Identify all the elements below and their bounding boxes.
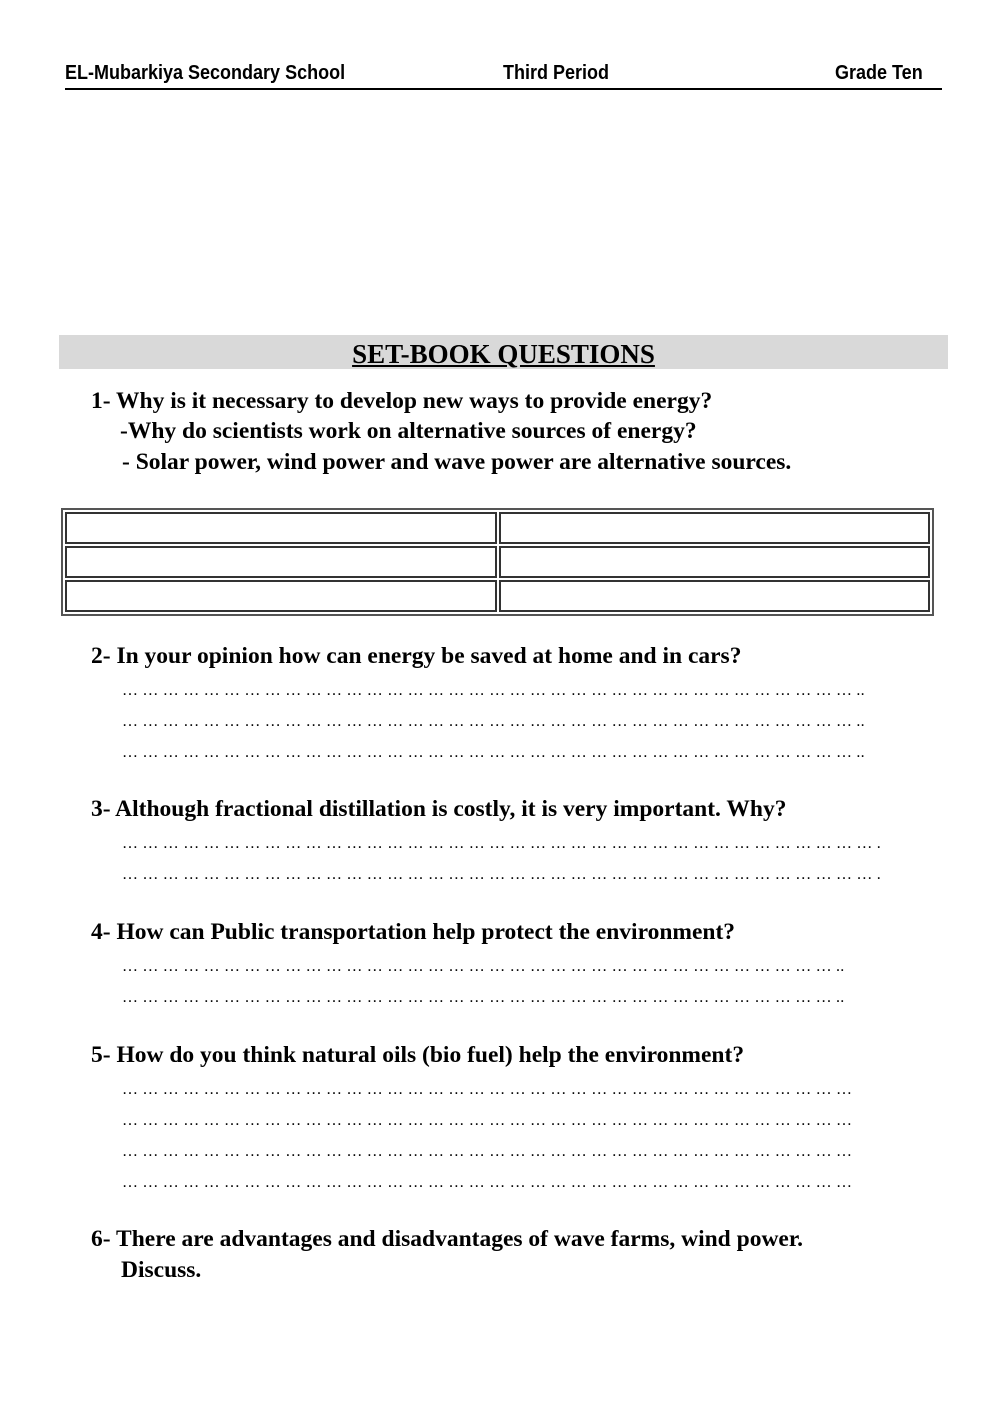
- answer-line[interactable]: … … … … … … … … … … … … … … … … … … … … … … … … … … … … … … … … … … … …: [122, 1143, 853, 1160]
- table-cell[interactable]: [65, 580, 497, 612]
- question-6: 6- There are advantages and disadvantages of wave farms, wind power.: [91, 1226, 803, 1252]
- question-1-sub-1: -Why do scientists work on alternative sources of energy?: [120, 418, 697, 444]
- table-cell[interactable]: [65, 546, 497, 578]
- question-5: 5- How do you think natural oils (bio fuel) help the environment?: [91, 1042, 745, 1068]
- school-name: EL-Mubarkiya Secondary School: [65, 62, 346, 84]
- table-cell[interactable]: [499, 546, 931, 578]
- page-header: [65, 60, 942, 90]
- answer-line[interactable]: … … … … … … … … … … … … … … … … … … … … … … … … … … … … … … … … … … … … ..: [122, 744, 865, 761]
- period: Third Period: [503, 62, 610, 84]
- answer-line[interactable]: … … … … … … … … … … … … … … … … … … … … … … … … … … … … … … … … … … … … … .: [122, 835, 881, 852]
- grade: Grade Ten: [835, 62, 923, 84]
- question-4: 4- How can Public transportation help protect the environment?: [91, 919, 736, 945]
- answer-line[interactable]: … … … … … … … … … … … … … … … … … … … … … … … … … … … … … … … … … … … ..: [122, 958, 845, 975]
- answer-table: [61, 508, 934, 616]
- answer-line[interactable]: … … … … … … … … … … … … … … … … … … … … … … … … … … … … … … … … … … … … ..: [122, 713, 865, 730]
- table-cell[interactable]: [65, 512, 497, 544]
- answer-line[interactable]: … … … … … … … … … … … … … … … … … … … … … … … … … … … … … … … … … … … …: [122, 1174, 853, 1191]
- section-title-banner: [59, 335, 948, 369]
- question-6-line-2: Discuss.: [121, 1257, 202, 1283]
- answer-line[interactable]: … … … … … … … … … … … … … … … … … … … … … … … … … … … … … … … … … … … …: [122, 1112, 853, 1129]
- question-3: 3- Although fractional distillation is costly, it is very important. Why?: [91, 796, 787, 822]
- answer-line[interactable]: … … … … … … … … … … … … … … … … … … … … … … … … … … … … … … … … … … … …: [122, 1081, 853, 1098]
- answer-line[interactable]: … … … … … … … … … … … … … … … … … … … … … … … … … … … … … … … … … … … … ..: [122, 682, 865, 699]
- table-cell[interactable]: [499, 580, 931, 612]
- table-cell[interactable]: [499, 512, 931, 544]
- question-1: 1- Why is it necessary to develop new ways to provide energy?: [91, 388, 713, 414]
- answer-line[interactable]: … … … … … … … … … … … … … … … … … … … … … … … … … … … … … … … … … … … … … .: [122, 866, 881, 883]
- question-2: 2- In your opinion how can energy be saved at home and in cars?: [91, 643, 742, 669]
- answer-line[interactable]: … … … … … … … … … … … … … … … … … … … … … … … … … … … … … … … … … … … ..: [122, 989, 845, 1006]
- section-title: SET-BOOK QUESTIONS: [352, 339, 655, 369]
- question-1-sub-2: - Solar power, wind power and wave power are alternative sources.: [122, 449, 792, 475]
